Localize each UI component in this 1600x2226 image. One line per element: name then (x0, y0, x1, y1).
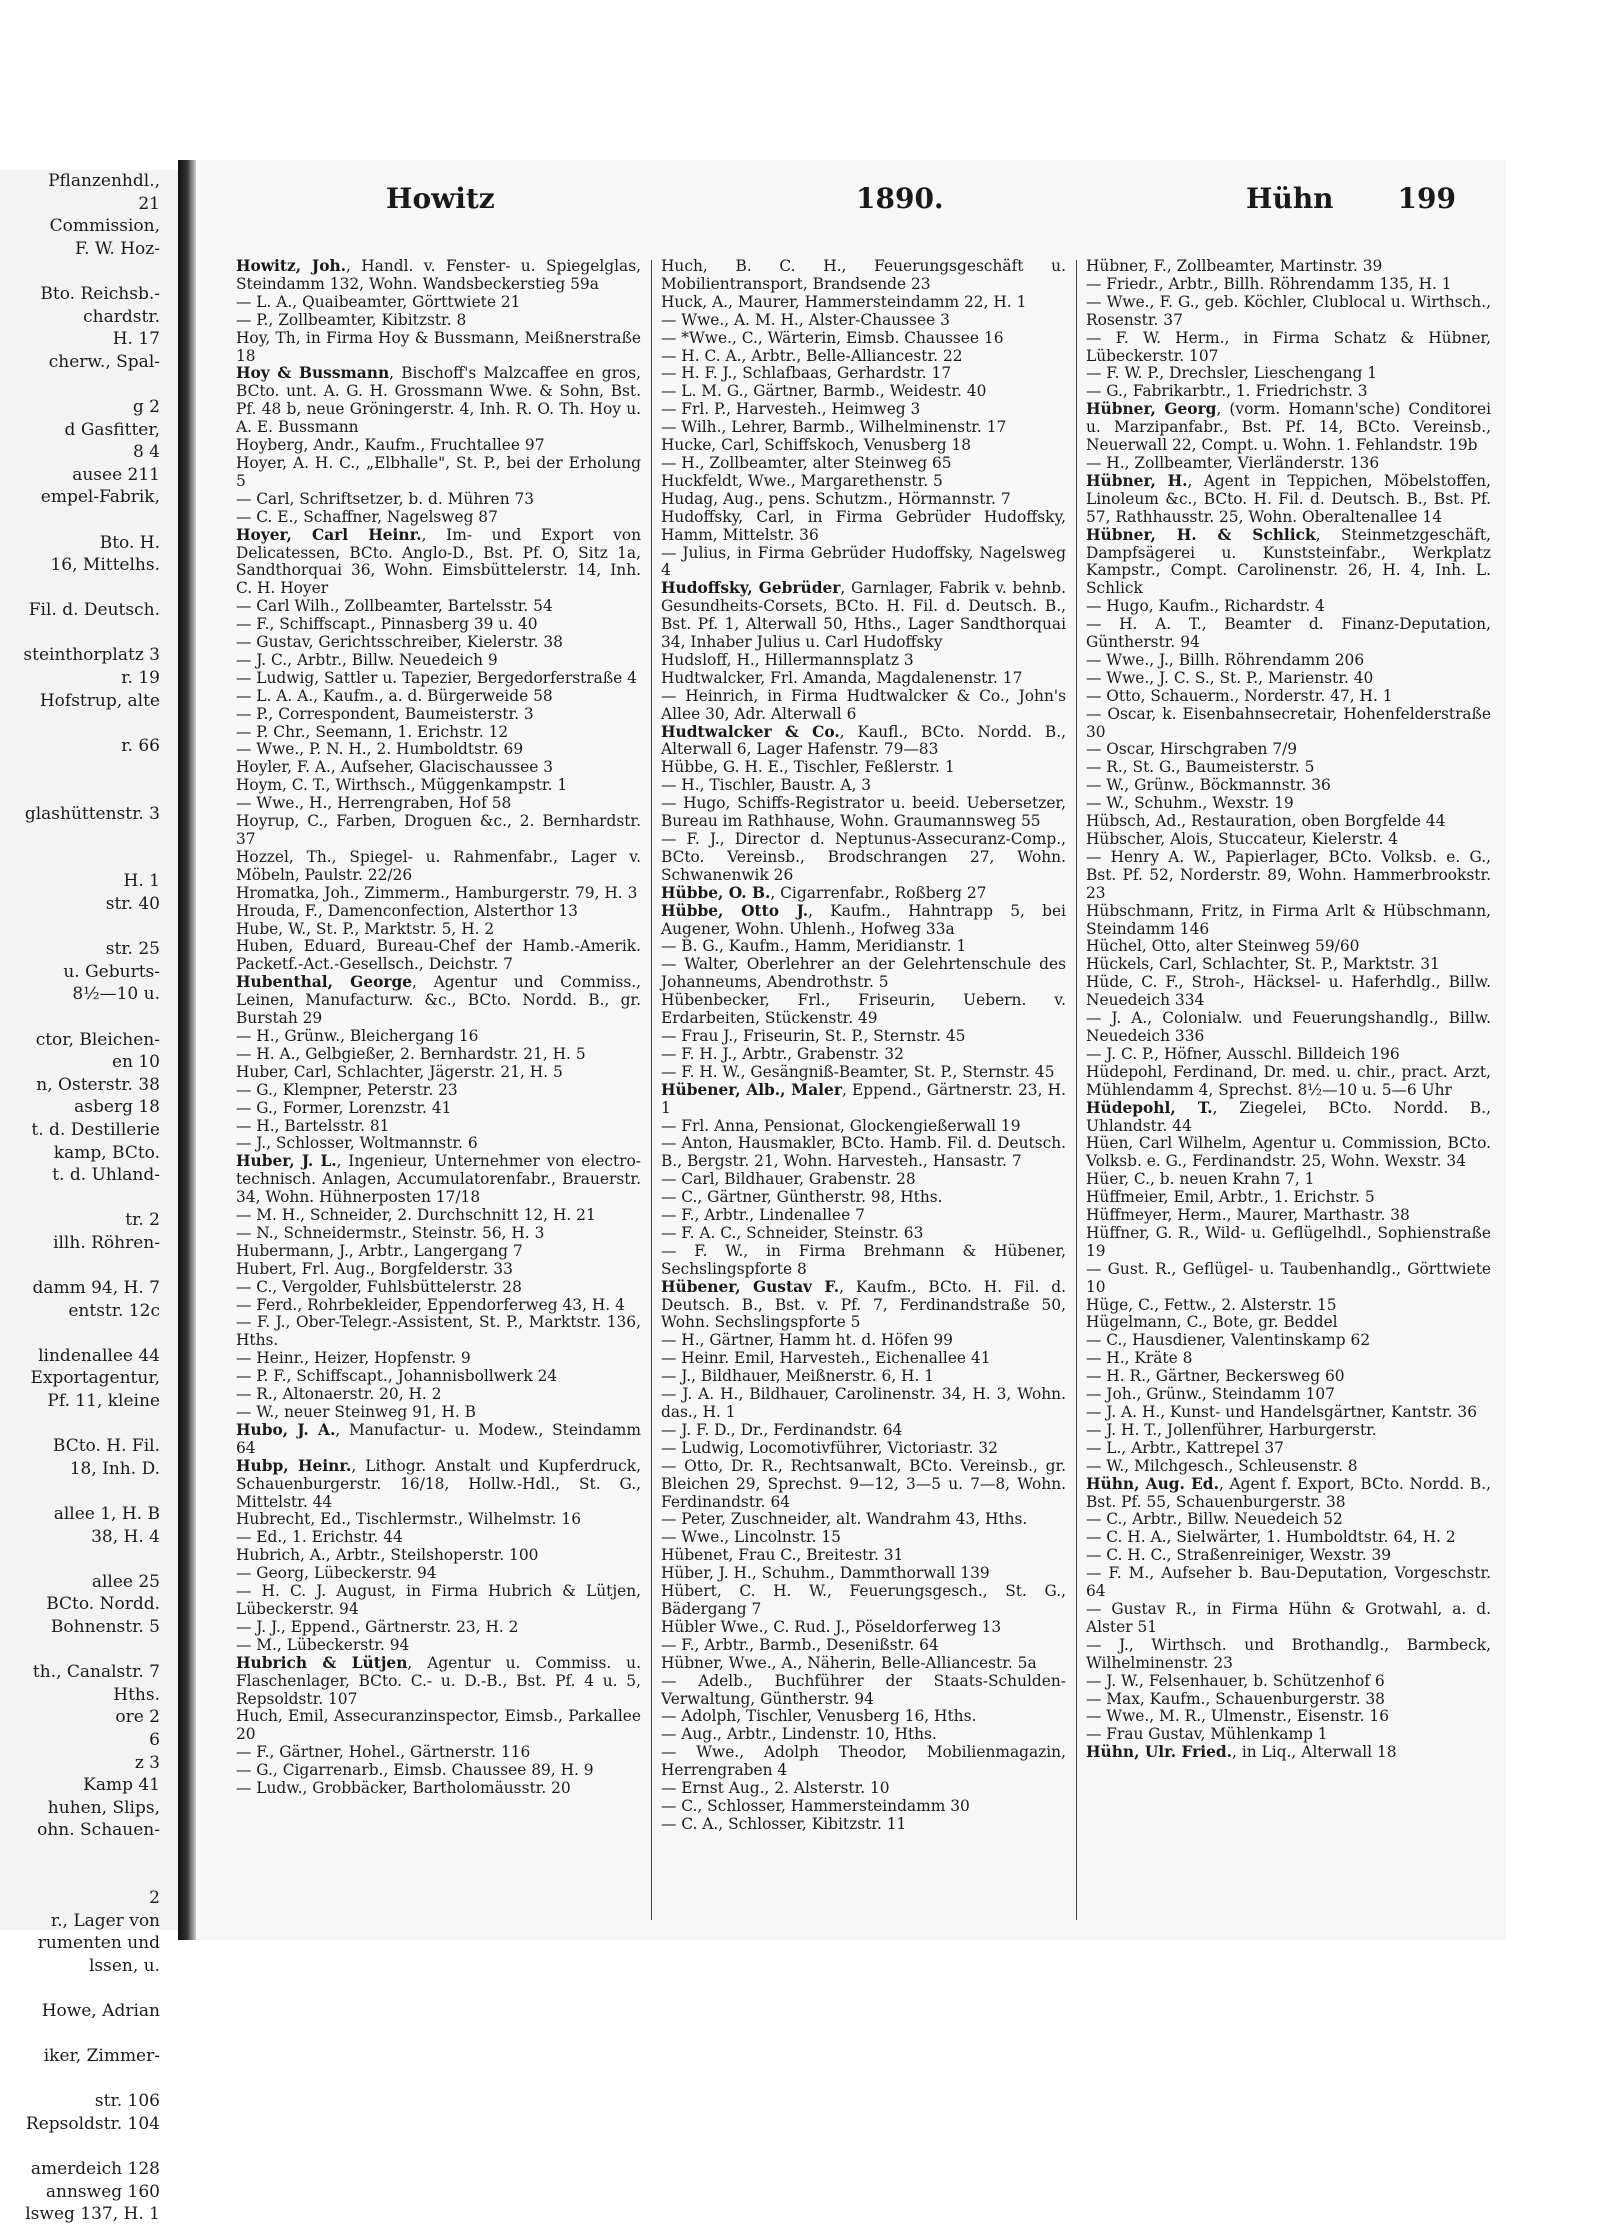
directory-entry: — H. A. T., Beamter d. Finanz-Deputation, Güntherstr. 94 (1086, 615, 1491, 652)
left-page-line: entstr. 12c (68, 1300, 160, 1321)
directory-entry: Hucke, Carl, Schiffskoch, Venusberg 18 (661, 436, 972, 455)
directory-entry: Hüdepohl, Ferdinand, Dr. med. u. chir., pract. Arzt, Mühlendamm 4, Sprechst. 8½—10 u. 5—6 Uhr (1086, 1062, 1491, 1099)
left-page-line: cherw., Spal- (48, 351, 160, 372)
directory-entry: Hübscher, Alois, Stuccateur, Kielerstr. 4 (1086, 830, 1399, 848)
column-rule (651, 260, 652, 1920)
left-page-line: str. 25 (105, 939, 160, 960)
directory-entry: — C., Gärtner, Güntherstr. 98, Hths. (661, 1188, 943, 1207)
directory-entry: Hubrecht, Ed., Tischlermstr., Wilhelmstr. 16 (236, 1510, 581, 1529)
left-page-line: 38, H. 4 (91, 1526, 160, 1547)
directory-entry: — Frl. Anna, Pensionat, Glockengießerwall 19 (661, 1116, 1021, 1135)
directory-entry: — W., neuer Steinweg 91, H. B (236, 1403, 476, 1421)
directory-entry: — W., Grünw., Böckmannstr. 36 (1086, 776, 1331, 795)
left-page-line: illh. Röhren- (53, 1232, 160, 1253)
directory-entry: — Gust. R., Geflügel- u. Taubenhandlg., Görttwiete 10 (1086, 1259, 1491, 1296)
directory-entry: Hoyberg, Andr., Kaufm., Fruchtallee 97 (236, 436, 545, 455)
directory-entry: Hubermann, J., Arbtr., Langergang 7 (236, 1241, 523, 1260)
left-page-line: Repsoldstr. 104 (25, 2114, 160, 2135)
directory-entry: — F. H. J., Arbtr., Grabenstr. 32 (661, 1044, 904, 1063)
left-page-line: H. 1 (123, 871, 160, 892)
directory-entry: — P., Zollbeamter, Kibitzstr. 8 (236, 310, 467, 329)
left-page-line (0, 1480, 180, 1503)
directory-entry: Hoyer, A. H. C., „Elbhalle", St. P., bei der Erholung 5 (236, 453, 641, 490)
directory-entry: — Frau Gustav, Mühlenkamp 1 (1086, 1725, 1328, 1744)
directory-entry: — Otto, Dr. R., Rechtsanwalt, BCto. Vereinsb., gr. Bleichen 29, Sprechst. 9—12, 3—5 u. 7—8, Wohn. Ferdinandstr. 64 (661, 1456, 1066, 1511)
left-page-line (0, 848, 180, 871)
directory-entry: — J. F. D., Dr., Ferdinandstr. 64 (661, 1420, 903, 1439)
directory-entry: Hübbe, O. B., Cigarrenfabr., Roßberg 27 (661, 883, 987, 902)
directory-entry: Hübschmann, Fritz, in Firma Arlt & Hübschmann, Steindamm 146 (1086, 901, 1491, 938)
directory-entry: — F., Gärtner, Hohel., Gärtnerstr. 116 (236, 1743, 531, 1762)
directory-entry: — Heinrich, in Firma Hudtwalcker & Co., John's Allee 30, Adr. Alterwall 6 (661, 686, 1066, 723)
directory-entry: Hudtwalcker & Co., Kaufl., BCto. Nordd. B., Alterwall 6, Lager Hafenstr. 79—83 (661, 722, 1066, 759)
left-page-line: Hofstrup, alte (39, 690, 160, 711)
directory-entry: Hübner, H., Agent in Teppichen, Möbelstoffen, Linoleum &c., BCto. H. Fil. d. Deutsch. B., Bst. Pf. 57, Rathhausstr. 25, Wohn. Oberaltenallee 14 (1086, 471, 1491, 526)
directory-entry: — F. W. Herm., in Firma Schatz & Hübner, Lübeckerstr. 107 (1086, 328, 1491, 365)
directory-entry: — J. W., Felsenhauer, b. Schützenhof 6 (1086, 1671, 1385, 1690)
directory-entry: Huckfeldt, Wwe., Margarethenstr. 5 (661, 471, 943, 490)
left-page-line: Pf. 11, kleine (47, 1391, 160, 1412)
directory-entry: — P., Correspondent, Baumeisterstr. 3 (236, 704, 534, 723)
directory-entry: — F. H. W., Gesängniß-Beamter, St. P., Sternstr. 45 (661, 1062, 1055, 1081)
directory-entry: — C., Schlosser, Hammersteindamm 30 (661, 1796, 970, 1815)
left-page-line: r., Lager von (50, 1910, 160, 1931)
left-page-line: 18, Inh. D. (69, 1458, 160, 1479)
directory-entry: — Wwe., J., Billh. Röhrendamm 206 (1086, 650, 1365, 669)
left-page-line (0, 1255, 180, 1278)
directory-entry: — G., Former, Lorenzstr. 41 (236, 1098, 452, 1117)
directory-entry: — Joh., Grünw., Steindamm 107 (1086, 1385, 1335, 1404)
left-page-line: 6 (149, 1729, 160, 1750)
left-page-line (0, 1006, 180, 1029)
directory-entry: — Wwe., Lincolnstr. 15 (661, 1528, 841, 1547)
directory-entry: Hübener, Gustav F., Kaufm., BCto. H. Fil. d. Deutsch. B., Bst. v. Pf. 7, Ferdinandstraße 50, Wohn. Sechslingspforte 5 (661, 1277, 1067, 1332)
directory-entry: Hudag, Aug., pens. Schutzm., Hörmannstr. 7 (661, 489, 1011, 508)
directory-entry: — F. A. C., Schneider, Steinstr. 63 (661, 1223, 924, 1242)
directory-entry: Hrouda, F., Damenconfection, Alsterthor 13 (236, 901, 578, 920)
left-page-line (0, 2068, 180, 2091)
directory-entry: — C. H. C., Straßenreiniger, Wexstr. 39 (1086, 1546, 1392, 1565)
left-page-line: Exportagentur, (30, 1368, 160, 1389)
directory-entry: Hühn, Aug. Ed., Agent f. Export, BCto. Nordd. B., Bst. Pf. 55, Schauenburgerstr. 38 (1086, 1474, 1491, 1511)
directory-entry: — W., Milchgesch., Schleusenstr. 8 (1086, 1456, 1358, 1475)
left-page-line: 8 4 (132, 442, 160, 463)
directory-entry: Hubert, Frl. Aug., Borgfelderstr. 33 (236, 1259, 513, 1278)
left-page-line: rumenten und (37, 1933, 160, 1954)
directory-entry: — Oscar, k. Eisenbahnsecretair, Hohenfelderstraße 30 (1086, 704, 1491, 741)
directory-entry: — Wilh., Lehrer, Barmb., Wilhelminenstr. 17 (661, 418, 1007, 437)
directory-entry: Hühn, Ulr. Fried., in Liq., Alterwall 18 (1086, 1743, 1397, 1762)
directory-entry: Hoym, C. T., Wirthsch., Müggenkampstr. 1 (236, 776, 568, 795)
directory-entry: — Wwe., P. N. H., 2. Humboldtstr. 69 (236, 740, 524, 759)
left-page-line: Pflanzenhdl., (48, 171, 160, 191)
directory-entry: — Friedr., Arbtr., Billh. Röhrendamm 135, H. 1 (1086, 274, 1452, 293)
directory-entry: — Frl. P., Harvesteh., Heimweg 3 (661, 400, 921, 419)
directory-entry: — Gustav, Gerichtsschreiber, Kielerstr. 38 (236, 633, 563, 652)
directory-entry: — Wwe., Adolph Theodor, Mobilienmagazin, Herrengraben 4 (661, 1743, 1066, 1780)
directory-entry: Hudoffsky, Gebrüder, Garnlager, Fabrik v. behnb. Gesundheits-Corsets, BCto. H. Fil. d. Deutsch. B., Bst. Pf. 1, Alterwall 50, Hths., Lager Sandthorquai 34, Inhaber Julius u. Carl Hudoffsky (661, 579, 1066, 652)
left-page-line (0, 780, 180, 803)
directory-entry: — J. C., Arbtr., Billw. Neuedeich 9 (236, 650, 498, 669)
directory-entry: — R., St. G., Baumeisterstr. 5 (1086, 758, 1315, 777)
directory-column-2 (661, 258, 1066, 1834)
left-page-line: kamp, BCto. (53, 1142, 160, 1163)
directory-entry: — J. H. T., Jollenführer, Harburgerstr. (1086, 1420, 1377, 1439)
directory-entry: — Anton, Hausmakler, BCto. Hamb. Fil. d. Deutsch. B., Bergstr. 21, Wohn. Harvesteh., Hansastr. 7 (661, 1134, 1066, 1171)
directory-entry: — Ludwig, Locomotivführer, Victoriastr. 32 (661, 1438, 998, 1457)
directory-entry: Hübener, Alb., Maler, Eppend., Gärtnerstr. 23, H. 1 (661, 1080, 1066, 1117)
left-page-line (0, 1639, 180, 1662)
left-page-line (0, 2136, 180, 2159)
directory-entry: Hübbe, G. H. E., Tischler, Feßlerstr. 1 (661, 758, 955, 777)
left-page-line: th., Canalstr. 7 (32, 1662, 160, 1683)
directory-entry: — Carl, Schriftsetzer, b. d. Mühren 73 (236, 489, 535, 508)
directory-entry: Hüge, C., Fettw., 2. Alsterstr. 15 (1086, 1295, 1337, 1314)
directory-entry: Hüffner, G. R., Wild- u. Geflügelhdl., Sophienstraße 19 (1086, 1223, 1491, 1260)
left-page-line: BCto. H. Fil. (52, 1436, 160, 1457)
directory-entry: — H. A., Gelbgießer, 2. Bernhardstr. 21, H. 5 (236, 1044, 586, 1063)
directory-entry: Huber, J. L., Ingenieur, Unternehmer von electro-technisch. Anlagen, Accumulatorenfabr., Brauerstr. 34, Wohn. Hühnerposten 17/18 (236, 1152, 641, 1207)
directory-entry: — H. C. J. August, in Firma Hubrich & Lütjen, Lübeckerstr. 94 (236, 1582, 641, 1618)
directory-entry: — Ludwig, Sattler u. Tapezier, Bergedorferstraße 4 (236, 668, 637, 687)
directory-entry: Hügelmann, C., Bote, gr. Beddel (1086, 1313, 1338, 1332)
directory-entry: — P. Chr., Seemann, 1. Erichstr. 12 (236, 722, 509, 741)
left-page-line: n, Osterstr. 38 (36, 1074, 160, 1095)
directory-entry: — Hugo, Schiffs-Registrator u. beeid. Uebersetzer, Bureau im Rathhause, Wohn. Graumannsweg 55 (661, 794, 1066, 831)
directory-entry: — C. H. A., Sielwärter, 1. Humboldtstr. 64, H. 2 (1086, 1528, 1456, 1547)
directory-entry: — Heinr. Emil, Harvesteh., Eichenallee 41 (661, 1349, 991, 1368)
header-last-name: Hühn (1246, 182, 1334, 215)
directory-entry: Hübsch, Ad., Restauration, oben Borgfelde 44 (1086, 812, 1446, 831)
directory-entry: — F. J., Director d. Neptunus-Assecuranz-Comp., BCto. Vereinsb., Brodschrangen 27, Wohn. Schwanenwik 26 (661, 830, 1066, 884)
left-page-line: amerdeich 128 (30, 2159, 160, 2180)
left-page-line: Kamp 41 (83, 1775, 160, 1796)
left-page-line: tr. 2 (125, 1210, 160, 1231)
left-page-line (0, 1842, 180, 1865)
directory-entry: Huch, Emil, Assecuranzinspector, Eimsb., Parkallee 20 (236, 1707, 641, 1744)
left-page-line: Bohnenstr. 5 (50, 1617, 160, 1637)
directory-entry: — Ludw., Grobbäcker, Bartholomäusstr. 20 (236, 1779, 571, 1798)
directory-entry: — F. J., Ober-Telegr.-Assistent, St. P., Marktstr. 136, Hths. (236, 1313, 641, 1350)
directory-entry: Hudsloff, H., Hillermannsplatz 3 (661, 650, 914, 669)
directory-entry: Hubenthal, George, Agentur und Commiss., Leinen, Manufacturw. &c., BCto. Nordd. B., gr. Burstah 29 (236, 973, 642, 1028)
directory-page (196, 160, 1506, 1940)
directory-entry: — Frau J., Friseurin, St. P., Sternstr. 45 (661, 1026, 966, 1045)
directory-entry: Hüchel, Otto, alter Steinweg 59/60 (1086, 937, 1360, 956)
directory-entry: — F., Arbtr., Barmb., Desenißstr. 64 (661, 1635, 939, 1654)
left-page-line: lssen, u. (88, 1955, 160, 1976)
left-page-line: t. d. Destillerie (31, 1119, 160, 1140)
running-header (236, 160, 1486, 220)
directory-entry: Hübert, C. H. W., Feuerungsgesch., St. G., Bädergang 7 (661, 1582, 1066, 1618)
left-page-line: 2 (149, 1888, 160, 1909)
left-page-line: Howe, Adrian (41, 2001, 160, 2022)
directory-entry: — F. M., Aufseher b. Bau-Deputation, Vorgeschstr. 64 (1086, 1564, 1491, 1601)
left-page-line (0, 825, 180, 848)
left-page-line: Fil. d. Deutsch. (28, 600, 160, 621)
left-page-line: allee 1, H. B (53, 1504, 160, 1525)
left-page-line: huhen, Slips, (47, 1797, 160, 1818)
directory-entry: Hüffmeyer, Herm., Maurer, Marthastr. 38 (1086, 1206, 1410, 1225)
left-page-line: d Gasfitter, (64, 419, 160, 440)
directory-entry: — H., Zollbeamter, Vierländerstr. 136 (1086, 453, 1380, 472)
directory-entry: — Otto, Schauerm., Norderstr. 47, H. 1 (1086, 686, 1393, 705)
directory-entry: — Peter, Zuschneider, alt. Wandrahm 43, Hths. (661, 1510, 1028, 1529)
directory-entry: — H. C. A., Arbtr., Belle-Alliancestr. 22 (661, 346, 963, 365)
directory-entry: — H. F. J., Schlafbaas, Gerhardstr. 17 (661, 364, 952, 383)
left-page-line: damm 94, H. 7 (32, 1278, 160, 1299)
directory-entry: Hubrich & Lütjen, Agentur u. Commiss. u. Flaschenlager, BCto. C.- u. D.-B., Bst. Pf. 4 u. 5, Repsoldstr. 107 (236, 1653, 641, 1708)
directory-entry: Hübenbecker, Frl., Friseurin, Uebern. v. Erdarbeiten, Stückenstr. 49 (661, 991, 1066, 1028)
directory-entry: Hoyler, F. A., Aufseher, Glacischaussee 3 (236, 758, 554, 777)
directory-entry: Hückels, Carl, Schlachter, St. P., Marktstr. 31 (1086, 955, 1440, 974)
directory-entry: — L. A., Quaibeamter, Görttwiete 21 (236, 292, 521, 311)
directory-entry: — B. G., Kaufm., Hamm, Meridianstr. 1 (661, 937, 967, 956)
left-page-line (0, 2023, 180, 2046)
left-page-line (0, 577, 180, 600)
directory-entry: — C., Hausdiener, Valentinskamp 62 (1086, 1331, 1371, 1350)
directory-entry: Hudtwalcker, Frl. Amanda, Magdalenenstr. 17 (661, 668, 1023, 687)
directory-entry: — J. J., Eppend., Gärtnerstr. 23, H. 2 (236, 1617, 519, 1636)
left-page-line: asberg 18 (74, 1097, 160, 1118)
column-rule (1076, 260, 1077, 1920)
directory-entry: Hübler Wwe., C. Rud. J., Pöseldorferweg 13 (661, 1617, 1002, 1636)
directory-entry: Hübenet, Frau C., Breitestr. 31 (661, 1546, 904, 1565)
directory-entry: — G., Fabrikarbtr., 1. Friedrichstr. 3 (1086, 382, 1368, 401)
left-page-line: 8½—10 u. (72, 984, 160, 1005)
directory-entry: — H., Grünw., Bleichergang 16 (236, 1026, 479, 1045)
directory-entry: Hübner, Wwe., A., Näherin, Belle-Alliancestr. 5a (661, 1653, 1037, 1672)
directory-entry: — F. W. P., Drechsler, Lieschengang 1 (1086, 364, 1378, 383)
left-page-line: t. d. Uhland- (52, 1165, 160, 1186)
left-page-line (0, 916, 180, 939)
directory-column-3 (1086, 258, 1491, 1762)
directory-entry: — Ferd., Rohrbekleider, Eppendorferweg 43, H. 4 (236, 1295, 625, 1314)
directory-entry: Hubo, J. A., Manufactur- u. Modew., Steindamm 64 (236, 1420, 641, 1457)
directory-entry: — H. R., Gärtner, Beckersweg 60 (1086, 1367, 1345, 1386)
directory-entry: Huck, A., Maurer, Hammersteindamm 22, H. 1 (661, 292, 1027, 311)
directory-entry: — C. A., Schlosser, Kibitzstr. 11 (661, 1814, 907, 1833)
directory-entry: — Carl, Bildhauer, Grabenstr. 28 (661, 1170, 916, 1189)
left-page-line: ctor, Bleichen- (35, 1029, 160, 1050)
directory-entry: — Hugo, Kaufm., Richardstr. 4 (1086, 597, 1325, 616)
directory-entry: Hübner, F., Zollbeamter, Martinstr. 39 (1086, 257, 1383, 275)
directory-entry: — Wwe., F. G., geb. Köchler, Clublocal u. Wirthsch., Rosenstr. 37 (1086, 292, 1491, 329)
directory-entry: Hüer, C., b. neuen Krahn 7, 1 (1086, 1170, 1315, 1189)
directory-entry: Hoy, Th, in Firma Hoy & Bussmann, Meißnerstraße 18 (236, 328, 641, 365)
left-page-line: empel-Fabrik, (40, 487, 160, 508)
directory-entry: — H., Kräte 8 (1086, 1349, 1193, 1368)
left-page-line: r. 19 (121, 668, 160, 689)
directory-entry: — Henry A. W., Papierlager, BCto. Volksb. e. G., Bst. Pf. 52, Norderstr. 89, Wohn. Hammerbrookstr. 23 (1086, 847, 1491, 902)
directory-entry: — C. E., Schaffner, Nagelsweg 87 (236, 507, 498, 526)
directory-entry: — H., Bartelsstr. 81 (236, 1116, 390, 1135)
left-page-line (0, 1413, 180, 1436)
left-page-line: chardstr. (83, 306, 160, 327)
directory-entry: Hübbe, Otto J., Kaufm., Hahntrapp 5, bei Augener, Wohn. Uhlenh., Hofweg 33a (661, 901, 1066, 938)
left-page-line: ohn. Schauen- (37, 1820, 160, 1841)
directory-entry: — C., Vergolder, Fuhlsbüttelerstr. 28 (236, 1277, 522, 1296)
left-page-line: allee 25 (91, 1571, 160, 1592)
directory-entry: — Julius, in Firma Gebrüder Hudoffsky, Nagelsweg 4 (661, 543, 1066, 580)
directory-entry: — J., Schlosser, Woltmannstr. 6 (236, 1134, 478, 1153)
directory-entry: — F., Schiffscapt., Pinnasberg 39 u. 40 (236, 615, 538, 634)
left-page-line (0, 757, 180, 780)
directory-entry: — Max, Kaufm., Schauenburgerstr. 38 (1086, 1689, 1385, 1708)
directory-entry: Hoyrup, C., Farben, Droguen &c., 2. Bernhardstr. 37 (236, 812, 641, 848)
directory-entry: Hübner, H. & Schlick, Steinmetzgeschäft, Dampfsägerei u. Kunststeinfabr., Werkplatz Kampstr., Compt. Carolinenstr. 26, H. 4, Inh. L. Schlick (1086, 525, 1491, 598)
directory-entry: — Aug., Arbtr., Lindenstr. 10, Hths. (661, 1725, 937, 1744)
directory-entry: — J. A. H., Kunst- und Handelsgärtner, Kantstr. 36 (1086, 1403, 1477, 1421)
directory-entry: — L. M. G., Gärtner, Barmb., Weidestr. 40 (661, 382, 987, 401)
directory-entry: — M., Lübeckerstr. 94 (236, 1635, 410, 1654)
left-page-line: annsweg 160 (45, 2181, 160, 2202)
directory-entry: — J. C. P., Höfner, Ausschl. Billdeich 196 (1086, 1044, 1400, 1063)
directory-entry: — W., Schuhm., Wexstr. 19 (1086, 794, 1294, 813)
left-page-line (0, 1978, 180, 2001)
directory-column-1 (236, 258, 641, 1798)
directory-entry: — Walter, Oberlehrer an der Gelehrtenschule des Johanneums, Abendrothstr. 5 (661, 955, 1066, 992)
directory-entry: — G., Klempner, Peterstr. 23 (236, 1080, 458, 1099)
header-first-name: Howitz (386, 182, 495, 215)
left-page-line (0, 1548, 180, 1571)
directory-entry: — Carl Wilh., Zollbeamter, Bartelsstr. 54 (236, 597, 553, 616)
left-page-line: lsweg 137, H. 1 (25, 2204, 160, 2225)
directory-entry: Hubp, Heinr., Lithogr. Anstalt und Kupferdruck, Schauenburgerstr. 16/18, Hollw.-Hdl., St. G., Mittelstr. 44 (236, 1456, 641, 1511)
left-page-line: Bto. H. (99, 532, 160, 553)
left-page-line: en 10 (111, 1052, 160, 1073)
left-page-line: g 2 (132, 396, 160, 417)
left-page-line: lindenallee 44 (38, 1345, 160, 1366)
directory-entry: — J. A. H., Bildhauer, Carolinenstr. 34, H. 3, Wohn. das., H. 1 (661, 1385, 1066, 1421)
left-page-line: r. 66 (121, 735, 160, 756)
directory-entry: — J., Bildhauer, Meißnerstr. 6, H. 1 (661, 1367, 935, 1386)
directory-entry: — N., Schneidermstr., Steinstr. 56, H. 3 (236, 1223, 545, 1242)
directory-entry: — Heinr., Heizer, Hopfenstr. 9 (236, 1349, 471, 1368)
header-year: 1890. (856, 182, 944, 215)
left-page-line: str. 40 (105, 894, 160, 914)
directory-entry: — Ernst Aug., 2. Alsterstr. 10 (661, 1779, 890, 1798)
directory-entry: Hüde, C. F., Stroh-, Häcksel- u. Haferhdlg., Billw. Neuedeich 334 (1086, 973, 1491, 1010)
left-page-line: Bto. Reichsb.- (40, 283, 160, 304)
directory-entry: — H., Zollbeamter, alter Steinweg 65 (661, 453, 952, 472)
directory-entry: — Georg, Lübeckerstr. 94 (236, 1564, 437, 1583)
directory-entry: — M. H., Schneider, 2. Durchschnitt 12, H. 21 (236, 1206, 596, 1225)
directory-entry: Huch, B. C. H., Feuerungsgeschäft u. Mobilientransport, Brandsende 23 (661, 257, 1066, 293)
left-page-line: F. W. Hoz- (74, 238, 160, 259)
directory-entry: Hüen, Carl Wilhelm, Agentur u. Commission, BCto. Volksb. e. G., Ferdinandstr. 25, Wohn. Wexstr. 34 (1086, 1134, 1491, 1171)
left-page-line: ore 2 (115, 1707, 160, 1728)
directory-entry: Huben, Eduard, Bureau-Chef der Hamb.-Amerik. Packetf.-Act.-Gesellsch., Deichstr. 7 (236, 937, 641, 974)
directory-entry: — G., Cigarrenarb., Eimsb. Chaussee 89, H. 9 (236, 1761, 594, 1780)
left-page-line (0, 622, 180, 645)
directory-entry: — J. A., Colonialw. und Feuerungshandlg., Billw. Neuedeich 336 (1086, 1009, 1491, 1045)
directory-entry: — P. F., Schiffscapt., Johannisbollwerk 24 (236, 1367, 558, 1386)
directory-entry: Hoy & Bussmann, Bischoff's Malzcaffee en gros, BCto. unt. A. G. H. Grossmann Wwe. & Sohn, Bst. Pf. 48 b, neue Gröningerstr. 4, Inh. R. O. Th. Hoy u. A. E. Bussmann (236, 364, 641, 437)
directory-entry: — C., Arbtr., Billw. Neuedeich 52 (1086, 1510, 1343, 1529)
directory-entry: — Wwe., A. M. H., Alster-Chaussee 3 (661, 310, 950, 329)
directory-entry: Hübner, Georg, (vorm. Homann'sche) Conditorei u. Marzipanfabr., Bst. Pf. 14, BCto. Vereinsb., Neuerwall 22, Compt. u. Wohn. 1. Fehlandstr. 19b (1086, 400, 1491, 455)
left-page-line (0, 373, 180, 396)
left-page-line (0, 712, 180, 735)
directory-entry: — Oscar, Hirschgraben 7/9 (1086, 740, 1298, 759)
left-page-line: u. Geburts- (63, 961, 160, 982)
directory-entry: — *Wwe., C., Wärterin, Eimsb. Chaussee 16 (661, 328, 1004, 347)
directory-entry: Hüffmeier, Emil, Arbtr., 1. Erichstr. 5 (1086, 1188, 1375, 1207)
directory-entry: — H., Gärtner, Hamm ht. d. Höfen 99 (661, 1331, 953, 1350)
book-gutter (178, 160, 196, 1940)
directory-entry: — R., Altonaerstr. 20, H. 2 (236, 1385, 442, 1404)
directory-entry: Hube, W., St. P., Marktstr. 5, H. 2 (236, 919, 495, 938)
left-page-line: steinthorplatz 3 (23, 645, 160, 666)
left-page-line: 21 (138, 193, 160, 214)
left-page-line: Commission, (49, 216, 160, 237)
left-page-line (0, 509, 180, 532)
left-page-line: 16, Mittelhs. (50, 555, 160, 576)
left-page-line (0, 1187, 180, 1210)
directory-entry: — L., Arbtr., Kattrepel 37 (1086, 1438, 1284, 1457)
left-page-line: H. 17 (112, 329, 160, 350)
directory-entry: — Wwe., M. R., Ulmenstr., Eisenstr. 16 (1086, 1707, 1389, 1726)
directory-entry: Hüber, J. H., Schuhm., Dammthorwall 139 (661, 1564, 990, 1583)
left-page-fragment (0, 170, 180, 2225)
left-page-line: glashüttenstr. 3 (24, 803, 160, 824)
directory-entry: — L. A. A., Kaufm., a. d. Bürgerweide 58 (236, 686, 553, 705)
directory-entry: — Ed., 1. Erichstr. 44 (236, 1528, 403, 1547)
directory-entry: — Wwe., J. C. S., St. P., Marienstr. 40 (1086, 668, 1374, 687)
directory-entry: — H., Tischler, Baustr. A, 3 (661, 776, 872, 795)
page-number: 199 (1397, 182, 1456, 215)
directory-entry: — F., Arbtr., Lindenallee 7 (661, 1206, 865, 1225)
left-page-line: iker, Zimmer- (43, 2046, 160, 2067)
left-page-line: ausee 211 (72, 464, 160, 485)
left-page-line: BCto. Nordd. (46, 1594, 160, 1615)
directory-entry: Hudoffsky, Carl, in Firma Gebrüder Hudoffsky, Hamm, Mittelstr. 36 (661, 507, 1066, 544)
directory-entry: — Gustav R., in Firma Hühn & Grotwahl, a. d. Alster 51 (1086, 1599, 1491, 1636)
left-page-line: str. 106 (94, 2091, 160, 2112)
left-page-line (0, 1865, 180, 1888)
directory-entry: Hozzel, Th., Spiegel- u. Rahmenfabr., Lager v. Möbeln, Paulstr. 22/26 (236, 847, 641, 884)
directory-entry: — Wwe., H., Herrengraben, Hof 58 (236, 794, 512, 813)
directory-entry: Huber, Carl, Schlachter, Jägerstr. 21, H. 5 (236, 1062, 563, 1081)
directory-entry: Hubrich, A., Arbtr., Steilshoperstr. 100 (236, 1546, 539, 1565)
left-page-line (0, 1322, 180, 1345)
left-page-line (0, 260, 180, 283)
left-page-line: z 3 (134, 1752, 160, 1773)
directory-entry: — Adolph, Tischler, Venusberg 16, Hths. (661, 1707, 977, 1726)
directory-entry: Hoyer, Carl Heinr., Im- und Export von Delicatessen, BCto. Anglo-D., Bst. Pf. O, Sitz 1a, Sandthorquai 36, Wohn. Eimsbüttelerstr. 14, Inh. C. H. Hoyer (236, 525, 641, 598)
directory-entry: — F. W., in Firma Brehmann & Hübener, Sechslingspforte 8 (661, 1241, 1066, 1278)
directory-entry: Hromatka, Joh., Zimmerm., Hamburgerstr. 79, H. 3 (236, 883, 638, 902)
directory-entry: Hüdepohl, T., Ziegelei, BCto. Nordd. B., Uhlandstr. 44 (1086, 1098, 1491, 1135)
directory-entry: — J., Wirthsch. und Brothandlg., Barmbeck, Wilhelminenstr. 23 (1086, 1635, 1491, 1672)
directory-entry: Howitz, Joh., Handl. v. Fenster- u. Spiegelglas, Steindamm 132, Wohn. Wandsbeckerstieg 59a (236, 257, 641, 293)
left-page-line: Hths. (113, 1684, 160, 1705)
directory-entry: — Adelb., Buchführer der Staats-Schulden-Verwaltung, Güntherstr. 94 (661, 1671, 1066, 1708)
